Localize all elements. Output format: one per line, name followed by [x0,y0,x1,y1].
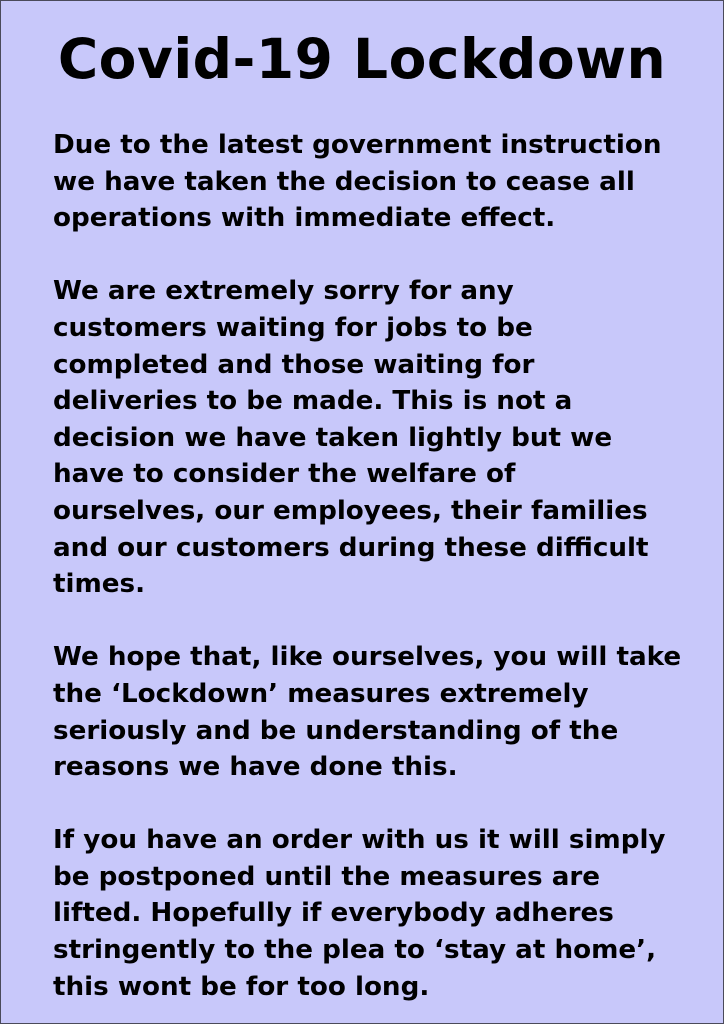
text-line: completed and those waiting for [53,349,535,380]
paragraph-gap [53,786,703,823]
text-line: reasons we have done this. [53,752,458,783]
paragraph-gap [53,237,703,274]
text-line: this wont be for too long. [53,971,430,1002]
text-line: deliveries to be made. This is not a [53,386,573,417]
text-line: lifted. Hopefully if everybody adheres [53,898,614,929]
text-line: We hope that, like ourselves, you will take [53,642,682,673]
paragraph-instruction [53,127,703,237]
text-line: We are extremely sorry for any [53,276,514,307]
text-line: we have taken the decision to cease all [53,166,635,197]
paragraph-apology [53,273,703,602]
text-line: If you have an order with us it will simply [53,825,666,856]
paragraph-hope [53,639,703,785]
text-line: stringently to the plea to ‘stay at home’, [53,935,657,966]
text-line: times. [53,569,146,600]
notice-body [53,127,703,1005]
text-line: ourselves, our employees, their families [53,495,648,526]
text-line: seriously and be understanding of the [53,715,619,746]
paragraph-orders [53,822,703,1005]
notice-title: Covid-19 Lockdown [57,27,667,91]
text-line: Due to the latest government instruction [53,130,662,160]
text-line: and our customers during these difficult [53,532,649,563]
text-line: decision we have taken lightly but we [53,422,613,453]
text-line: the ‘Lockdown’ measures extremely [53,678,589,709]
text-line: have to consider the welfare of [53,459,516,490]
text-line: customers waiting for jobs to be [53,312,533,343]
paragraph-gap [53,603,703,640]
text-line: operations with immediate effect. [53,203,556,234]
text-line: be postponed until the measures are [53,861,601,892]
